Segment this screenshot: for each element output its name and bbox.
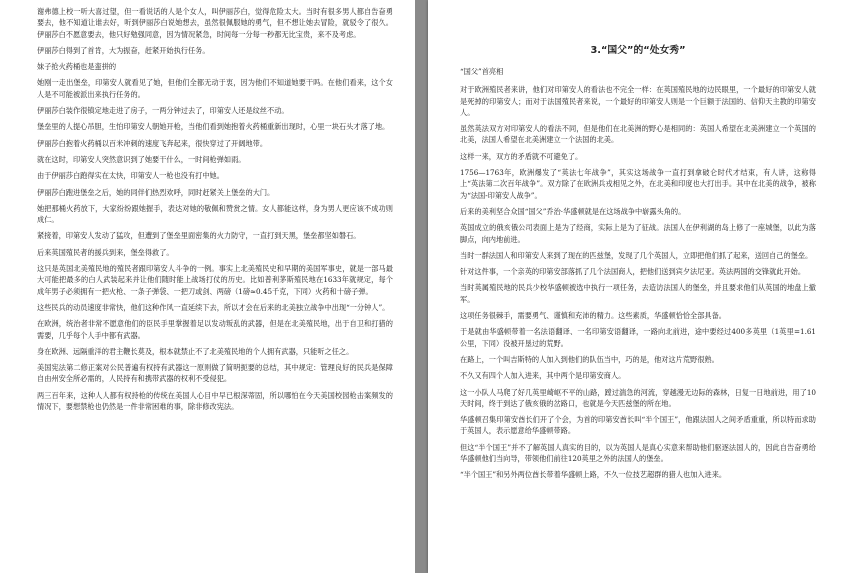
section-subheading: “国父”首亮相 bbox=[460, 67, 504, 76]
right-paragraph: 针对这件事，一个亲英的印第安部落抓了几个法国商人，把他们送到宾夕法尼亚。英法两国的交锋就此开始。 bbox=[460, 267, 806, 277]
left-paragraph: 她把那桶火药放下，大家纷纷跟她握手，表达对她的敬佩和赞赏之情。女人都能这样，身为男人更应该不成功则成仁。 bbox=[37, 203, 393, 225]
left-page bbox=[0, 0, 415, 573]
left-paragraph: 紧接着，印第安人发动了猛攻，但遭到了堡垒里面密集的火力防守，一直打到天黑，堡垒都坚如磐石。 bbox=[37, 231, 361, 241]
left-paragraph: 这些民兵的动员速度非常快，他们这种作风一直延续下去，所以才会在后来的北美独立战争中出现“一分钟人”。 bbox=[37, 302, 390, 312]
right-paragraph: 虽然英法双方对印第安人的看法不同，但是他们在北美洲的野心是相同的：英国人希望在北美洲建立一个英国的北美，法国人希望在北美洲建立一个法国的北美。 bbox=[460, 124, 816, 145]
right-paragraph: “半个国王”和另外两位酋长带着华盛顿上路，不久一位技艺超群的猎人也加入进来。 bbox=[460, 470, 727, 480]
left-paragraph: 由于伊丽莎白跑得实在太快，印第安人一枪也没有打中她。 bbox=[37, 171, 224, 181]
left-paragraph: 伊丽莎白装作很镇定地走进了房子，一两分钟过去了，印第安人还是纹丝不动。 bbox=[37, 106, 289, 116]
left-paragraph: 后来英国殖民者的援兵到来，堡垒得救了。 bbox=[37, 247, 174, 257]
right-paragraph: 但这“半个国王”并不了解英国人真实的目的，以为英国人是真心实意来帮助他们驱逐法国人的，因此自告奋勇给华盛顿他们当向导，带领他们前往120英里之外的法国人的堡垒。 bbox=[460, 442, 816, 464]
left-paragraph: 身在欧洲、远隔重洋的君主鞭长莫及，根本就禁止不了北美殖民地的个人拥有武器，只能听之任之。 bbox=[37, 346, 354, 356]
left-paragraph: 伊丽莎白得到了首肯，大为振奋，赶紧开始执行任务。 bbox=[37, 45, 210, 55]
right-page bbox=[428, 0, 843, 573]
right-paragraph: 1756—1763年，欧洲爆发了“英法七年战争”，其实这场战争一直打到拿破仑时代才结束，有人讲，这称得上“英法第二次百年战争”。双方除了在欧洲兵戎相见之外，在北美和印度也大打出手。其中在北美的战争，被称为“法国-印第安人战争”。 bbox=[460, 168, 816, 200]
right-paragraph: 在路上，一个叫吉斯特的人加入到他们的队伍当中，巧的是，他对这片荒野很熟。 bbox=[460, 354, 719, 364]
left-paragraph: 伊丽莎白跑进堡垒之后，她的同伴们热烈欢呼，同时赶紧关上堡垒的大门。 bbox=[37, 187, 275, 197]
left-paragraph: 就在这时，印第安人突然意识到了她要干什么，一时间枪弹如雨。 bbox=[37, 154, 246, 164]
left-paragraph: 这只是英国北美殖民地的殖民者跟印第安人斗争的一例。事实上北美殖民史和早期的美国军事史，就是一部马最大可能把最多的白人武装起来并让他们随时能上战场打仗的历史。比如普利茅斯殖民地在1633年就规定，每个成年男子必须拥有一把火枪、一条子弹袋、一把刀或剑、两磅（1磅≈0.45千克，下同）火药和十磅子弹。 bbox=[37, 264, 393, 296]
left-paragraph: 谢弗德上校一听大喜过望，但一看说话的人是个女人，叫伊丽莎白，觉得危险太大。当时有很多男人都自告奋勇要去，他不知道让谁去好，听到伊丽莎白说她想去，虽然很佩服她的勇气，但不想让她去冒险，就驳令了很久。伊丽莎白不愿意要去，他只好勉强同意，因为情况紧急，时间每一分每一秒都无比宝贵，来不及考虑。 bbox=[37, 7, 393, 39]
right-paragraph: 于是就由华盛顿带着一名法语翻译、一名印第安语翻译，一路向北前进，途中要经过400多英里（1英里=1.61公里，下同）没被开垦过的荒野。 bbox=[460, 327, 816, 348]
left-paragraph: 她刚一走出堡垒，印第安人就看见了她，但他们全都无动于衷，因为他们不知道她要干吗。在他们看来，这个女人是不可能被派出来执行任务的。 bbox=[37, 78, 393, 99]
left-paragraph: 伊丽莎白抱着火药桶以百米冲刺的速度飞奔起来，很快穿过了开阔地带。 bbox=[37, 138, 268, 148]
right-paragraph: 当时英属殖民地的民兵少校华盛顿被选中执行一项任务，去造访法国人的堡垒，并且要求他们从英国的地盘上撤军。 bbox=[460, 283, 816, 304]
right-paragraph: 这样一来，双方的矛盾就不可避免了。 bbox=[460, 151, 583, 161]
right-paragraph: 这一小队人马爬了好几英里崎岖不平的山路，蹚过湍急的河流，穿越漫无边际的森林，日复一日地前进，用了10天时间，终于到达了俄亥俄的岔路口，也就是今天匹兹堡的所在地。 bbox=[460, 387, 816, 408]
right-page-body bbox=[460, 84, 816, 480]
left-paragraph: 美国宪法第二修正案对公民普遍有权持有武器这一原则做了简明扼要的总结，其中规定：管理良好的民兵是保障自由州安全所必需的，人民持有和携带武器的权利不受侵犯。 bbox=[37, 363, 393, 384]
left-paragraph: 妹子抢火药桶也是蛮拼的 bbox=[37, 62, 117, 72]
right-paragraph: 当时一群法国人和印第安人来到了现在的匹兹堡，发现了几个英国人，立即把他们抓了起来，送回自己的堡垒。 bbox=[460, 250, 813, 260]
right-paragraph: 英国成立的俄亥俄公司表面上是为了经商，实际上是为了征战。法国人在伊利湖的岛上修了一座城堡，以此为落脚点，向内地前进。 bbox=[460, 223, 816, 244]
left-paragraph: 堡垒里的人提心吊胆，生怕印第安人朝她开枪，当他们看到她抱着火药桶重新出现时，心里一块石头才落了地。 bbox=[37, 122, 390, 132]
chapter-heading: 3.“国父”的“处女秀” bbox=[590, 45, 686, 56]
right-paragraph: 不久又有四个人加入进来，其中两个是印第安商人。 bbox=[460, 371, 626, 381]
right-paragraph: 对于欧洲殖民者来讲，他们对印第安人的看法也不完全一样：在英国殖民地的边民眼里，一个最好的印第安人就是死掉的印第安人；而对于法国殖民者来说，一个最好的印第安人则是一个巨额于法国的、信仰天主教的印第安人。 bbox=[460, 85, 816, 117]
page-gutter bbox=[415, 0, 428, 573]
left-paragraph: 在欧洲，统治者非常不愿意他们的臣民手里掌握着足以发动叛乱的武器，但是在北美殖民地，出于自卫和打猎的需要，几乎每个人手中都有武器。 bbox=[37, 319, 393, 340]
right-paragraph: 华盛顿召集印第安酋长们开了个会，为首的印第安酋长叫“半个国王”，他跟法国人之间矛盾重重，所以特而求助于英国人，表示愿意给华盛顿带路。 bbox=[460, 415, 816, 436]
left-paragraph: 两三百年来，这种人人都有权持枪的传统在美国人心目中早已根深蒂固，所以哪怕在今天美国校园枪击案频发的情况下，要想禁枪也仍然是一件非常困难的事，除非修改宪法。 bbox=[37, 390, 393, 412]
right-paragraph: 这项任务很棘手，需要勇气、谨慎和充沛的精力。这些素质，华盛顿恰恰全部具备。 bbox=[460, 311, 726, 321]
right-paragraph: 后来的美利坚合众国“国父”乔治·华盛顿就是在这场战争中崭露头角的。 bbox=[460, 206, 686, 216]
